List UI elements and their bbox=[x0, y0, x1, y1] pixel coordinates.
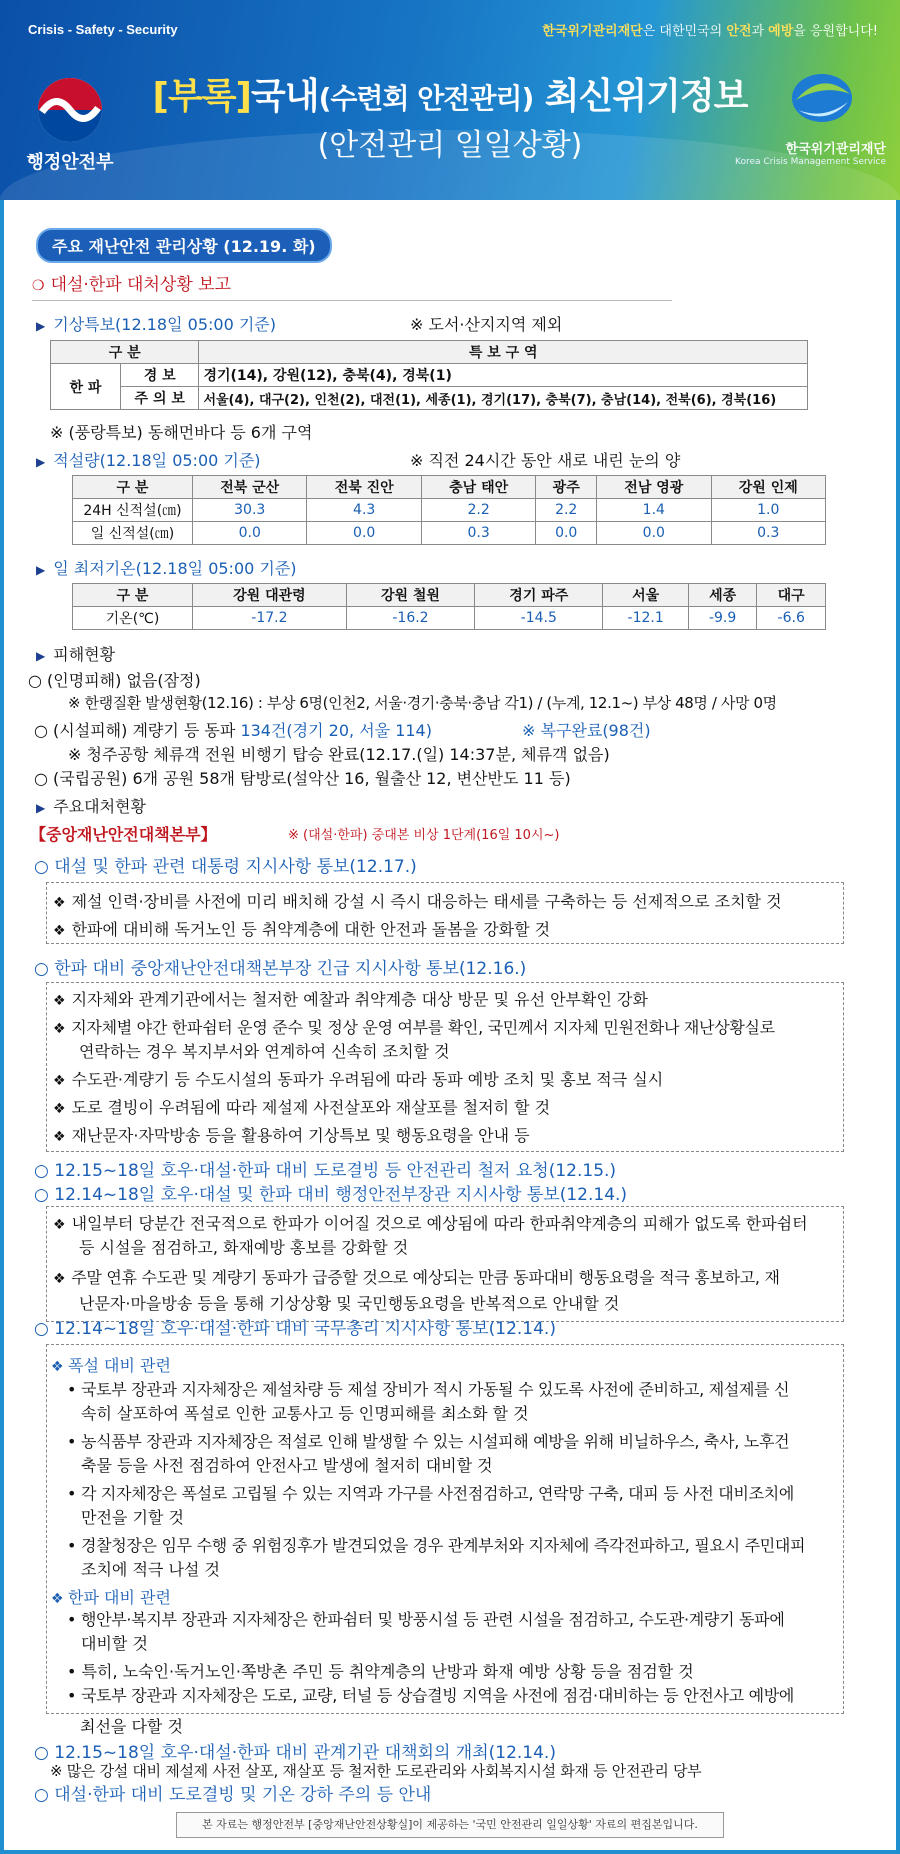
section-2-title: ○ 한파 대비 중앙재난안전대책본부장 긴급 지시사항 통보(12.16.) bbox=[34, 959, 527, 979]
col-area: 특 보 구 역 bbox=[199, 341, 808, 364]
directive-item: ❖ 지자체별 야간 한파쉼터 운영 준수 및 정상 운영 여부를 확인, 국민께서 지자체 민원전화나 재난상황실로 bbox=[53, 1015, 775, 1038]
section-1-box bbox=[46, 882, 844, 944]
snow-value: 2.2 bbox=[421, 499, 535, 522]
cold-illness-note: ※ 한랭질환 발생현황(12.16) : 부상 6명(인천2, 서울·경기·충북·충남 각1) / (누계, 12.1~) 부상 48명 / 사망 0명 bbox=[68, 694, 777, 712]
snow-table bbox=[72, 475, 826, 545]
group-cold: 한 파 bbox=[51, 364, 121, 410]
snow-item-cont: 만전을 기할 것 bbox=[81, 1508, 184, 1527]
snow-note: ※ 직전 24시간 동안 새로 내린 눈의 양 bbox=[410, 451, 681, 470]
header-banner bbox=[0, 0, 900, 200]
weather-alert-table bbox=[50, 340, 808, 410]
directive-item: ❖ 주말 연휴 수도관 및 계량기 동파가 급증할 것으로 예상되는 만큼 동파대비 행동요령을 적극 홍보하고, 재 bbox=[53, 1265, 780, 1288]
snow-item-cont: 속히 살포하여 폭설로 인한 교통사고 등 인명피해를 최소화 할 것 bbox=[81, 1404, 529, 1423]
snow-header: 충남 태안 bbox=[421, 476, 535, 499]
damage-label: ▶ 피해현황 bbox=[36, 642, 115, 665]
snow-row-label: 24H 신적설(㎝) bbox=[73, 499, 193, 522]
org-name-en: Korea Crisis Management Service bbox=[734, 157, 886, 167]
temp-value: -9.9 bbox=[688, 607, 757, 630]
parks-line: ○ (국립공원) 6개 공원 58개 탐방로(설악산 16, 월출산 12, 변산반도 11 등) bbox=[34, 769, 571, 788]
min-temp-label: ▶ 일 최저기온(12.18일 05:00 기준) bbox=[36, 556, 297, 579]
response-label: ▶ 주요대처현황 bbox=[36, 794, 146, 817]
wind-note: ※ (풍랑특보) 동해먼바다 등 6개 구역 bbox=[50, 423, 313, 442]
cold-item: • 국토부 장관과 지자체장은 도로, 교량, 터널 등 상습결빙 지역을 사전에 점검·대비하는 등 안전사고 예방에 bbox=[67, 1686, 795, 1705]
casualty-line: ○ (인명피해) 없음(잠정) bbox=[28, 671, 201, 690]
snow-item: • 국토부 장관과 지자체장은 제설차량 등 제설 장비가 적시 가동될 수 있도록 사전에 준비하고, 제설제를 신 bbox=[67, 1380, 790, 1399]
section-4-title: ○ 12.14~18일 호우·대설 및 한파 대비 행정안전부장관 지시사항 통보(12.14.) bbox=[34, 1185, 628, 1205]
snow-item: • 경찰청장은 임무 수행 중 위험징후가 발견되었을 경우 관계부처와 지자체에 즉각전파하고, 필요시 주민대피 bbox=[67, 1536, 806, 1555]
cold-item-cont: 대비할 것 bbox=[81, 1634, 148, 1653]
snow-value: 0.0 bbox=[536, 522, 597, 545]
directive-item-cont: 등 시설을 점검하고, 화재예방 홍보를 강화할 것 bbox=[79, 1238, 409, 1257]
temp-row-label: 기온(℃) bbox=[73, 607, 193, 630]
alert-areas: 경기(14), 강원(12), 충북(4), 경북(1) bbox=[199, 364, 808, 387]
alert-areas: 서울(4), 대구(2), 인천(2), 대전(1), 세종(1), 경기(17), 충북(7), 충남(14), 전북(6), 경북(16) bbox=[199, 387, 808, 410]
snow-header: 전북 군산 bbox=[193, 476, 307, 499]
col-type: 구 분 bbox=[51, 341, 199, 364]
snow-value: 0.0 bbox=[193, 522, 307, 545]
snow-value: 0.0 bbox=[307, 522, 421, 545]
org-name: 한국위기관리재단 bbox=[785, 142, 886, 157]
temp-value: -17.2 bbox=[193, 607, 347, 630]
snow-value: 1.0 bbox=[711, 499, 825, 522]
snow-header: 강원 인제 bbox=[711, 476, 825, 499]
page-subtitle: (안전관리 일일상황) bbox=[317, 128, 583, 163]
directive-item-cont: 난문자·마을방송 등을 통해 기상상황 및 국민행동요령을 반복적으로 안내할 것 bbox=[79, 1294, 620, 1313]
snow-item: • 농식품부 장관과 지자체장은 적설로 인해 발생할 수 있는 시설피해 예방을 위해 비닐하우스, 축사, 노후건 bbox=[67, 1432, 790, 1451]
directive-item: ❖ 지자체와 관계기관에서는 철저한 예찰과 취약계층 대상 방문 및 유선 안부확인 강화 bbox=[53, 987, 648, 1010]
snow-value: 2.2 bbox=[536, 499, 597, 522]
snow-row-label: 일 신적설(㎝) bbox=[73, 522, 193, 545]
snow-prep-heading: ❖ 폭설 대비 관련 bbox=[51, 1356, 171, 1375]
temp-value: -16.2 bbox=[346, 607, 474, 630]
snow-item: • 각 지자체장은 폭설로 고립될 수 있는 지역과 가구를 사전점검하고, 연락망 구축, 대피 등 사전 대비조치에 bbox=[67, 1484, 795, 1503]
temp-header: 서울 bbox=[603, 584, 688, 607]
snow-value: 0.0 bbox=[597, 522, 711, 545]
header-tagline: Crisis - Safety - Security bbox=[28, 22, 178, 37]
alert-kind: 주 의 보 bbox=[121, 387, 199, 410]
weather-alert-label: ▶ 기상특보(12.18일 05:00 기준) bbox=[36, 312, 276, 335]
page-title: [부록]국내(수련회 안전관리) 최신위기정보 bbox=[152, 76, 748, 117]
section-4-box bbox=[46, 1206, 844, 1322]
facility-recovered: ※ 복구완료(98건) bbox=[522, 721, 651, 740]
temp-value: -14.5 bbox=[475, 607, 603, 630]
snow-value: 0.3 bbox=[711, 522, 825, 545]
cold-item: • 특히, 노숙인·독거노인·쪽방촌 주민 등 취약계층의 난방과 화재 예방 상황 등을 점검할 것 bbox=[67, 1662, 694, 1681]
section-6-title: ○ 12.15~18일 호우·대설·한파 대비 관계기관 대책회의 개최(12.14.) bbox=[34, 1743, 556, 1763]
section-3-title: ○ 12.15~18일 호우·대설·한파 대비 도로결빙 등 안전관리 철저 요청(12.15.) bbox=[34, 1161, 617, 1181]
airport-note: ※ 청주공항 체류객 전원 비행기 탑승 완료(12.17.(일) 14:37분, 체류객 없음) bbox=[68, 745, 610, 764]
snow-value: 0.3 bbox=[421, 522, 535, 545]
report-title: ❍ 대설·한파 대처상황 보고 bbox=[32, 275, 231, 295]
temp-header: 세종 bbox=[688, 584, 757, 607]
diamond-bullet-icon: ❖ bbox=[51, 1591, 69, 1607]
temp-value: -6.6 bbox=[757, 607, 826, 630]
cold-item-cont: 최선을 다할 것 bbox=[80, 1717, 183, 1736]
directive-item: ❖ 제설 인력·장비를 사전에 미리 배치해 강설 시 즉시 대응하는 태세를 구축하는 등 선제적으로 조치할 것 bbox=[53, 889, 782, 912]
hq-note: ※ (대설·한파) 중대본 비상 1단계(16일 10시~) bbox=[288, 828, 560, 843]
directive-item: ❖ 수도관·계량기 등 수도시설의 동파가 우려됨에 따라 동파 예방 조치 및 홍보 적극 실시 bbox=[53, 1067, 663, 1090]
facility-line: ○ (시설피해) 계량기 등 동파 134건(경기 20, 서울 114) bbox=[34, 721, 432, 740]
kcm-logo-icon bbox=[772, 70, 872, 134]
section-6-note: ※ 많은 강설 대비 제설제 사전 살포, 재살포 등 철저한 도로관리와 사회복지시설 화재 등 안전관리 당부 bbox=[50, 1762, 702, 1780]
snow-header: 광주 bbox=[536, 476, 597, 499]
temp-header: 대구 bbox=[757, 584, 826, 607]
snow-header: 구 분 bbox=[73, 476, 193, 499]
diamond-bullet-icon: ❖ bbox=[51, 1359, 69, 1375]
snow-item-cont: 축물 등을 사전 점검하여 안전사고 발생에 철저히 대비할 것 bbox=[81, 1456, 493, 1475]
section-2-box bbox=[46, 982, 844, 1152]
temp-header: 구 분 bbox=[73, 584, 193, 607]
circle-bullet-icon: ❍ bbox=[32, 278, 45, 294]
cold-prep-heading: ❖ 한파 대비 관련 bbox=[51, 1588, 171, 1607]
weather-alert-note: ※ 도서·산지지역 제외 bbox=[410, 315, 563, 334]
snow-value: 30.3 bbox=[193, 499, 307, 522]
section-pill: 주요 재난안전 관리상황 (12.19. 화) bbox=[36, 228, 332, 263]
ministry-name: 행정안전부 bbox=[26, 152, 114, 173]
snow-header: 전남 영광 bbox=[597, 476, 711, 499]
section-5-title: ○ 12.14~18일 호우·대설·한파 대비 국무총리 지시사항 통보(12.14.) bbox=[34, 1319, 556, 1339]
header-slogan: 한국위기관리재단은 대한민국의 안전과 예방을 응원합니다! bbox=[542, 24, 878, 39]
directive-item: ❖ 내일부터 당분간 전국적으로 한파가 이어질 것으로 예상됨에 따라 한파취약계층의 피해가 없도록 한파쉼터 bbox=[53, 1211, 808, 1234]
temp-header: 강원 대관령 bbox=[193, 584, 347, 607]
footer-note: 본 자료는 행정안전부 [중앙재난안전상황실]이 제공하는 '국민 안전관리 일일상황' 자료의 편집본입니다. bbox=[176, 1812, 724, 1838]
cold-item: • 행안부·복지부 장관과 지자체장은 한파쉼터 및 방풍시설 등 관련 시설을 점검하고, 수도관·계량기 동파에 bbox=[67, 1610, 785, 1629]
directive-item: ❖ 재난문자·자막방송 등을 활용하여 기상특보 및 행동요령을 안내 등 bbox=[53, 1123, 530, 1146]
directive-item-cont: 연락하는 경우 복지부서와 연계하여 신속히 조치할 것 bbox=[79, 1042, 450, 1061]
hq-label: 【중앙재난안전대책본부】 bbox=[30, 825, 217, 844]
directive-item: ❖ 도로 결빙이 우려됨에 따라 제설제 사전살포와 재살포를 철저히 할 것 bbox=[53, 1095, 550, 1118]
section-1-title: ○ 대설 및 한파 관련 대통령 지시사항 통보(12.17.) bbox=[34, 857, 417, 877]
temp-header: 경기 파주 bbox=[475, 584, 603, 607]
divider bbox=[32, 300, 672, 301]
temp-header: 강원 철원 bbox=[346, 584, 474, 607]
snow-label: ▶ 적설량(12.18일 05:00 기준) bbox=[36, 448, 261, 471]
directive-item: ❖ 한파에 대비해 독거노인 등 취약계층에 대한 안전과 돌봄을 강화할 것 bbox=[53, 917, 550, 940]
min-temp-table bbox=[72, 583, 826, 630]
alert-kind: 경 보 bbox=[121, 364, 199, 387]
temp-value: -12.1 bbox=[603, 607, 688, 630]
section-7-title: ○ 대설·한파 대비 도로결빙 및 기온 강하 주의 등 안내 bbox=[34, 1785, 432, 1805]
section-5-box bbox=[46, 1344, 844, 1714]
snow-item-cont: 조치에 적극 나설 것 bbox=[81, 1560, 220, 1579]
snow-value: 1.4 bbox=[597, 499, 711, 522]
snow-value: 4.3 bbox=[307, 499, 421, 522]
snow-header: 전북 진안 bbox=[307, 476, 421, 499]
